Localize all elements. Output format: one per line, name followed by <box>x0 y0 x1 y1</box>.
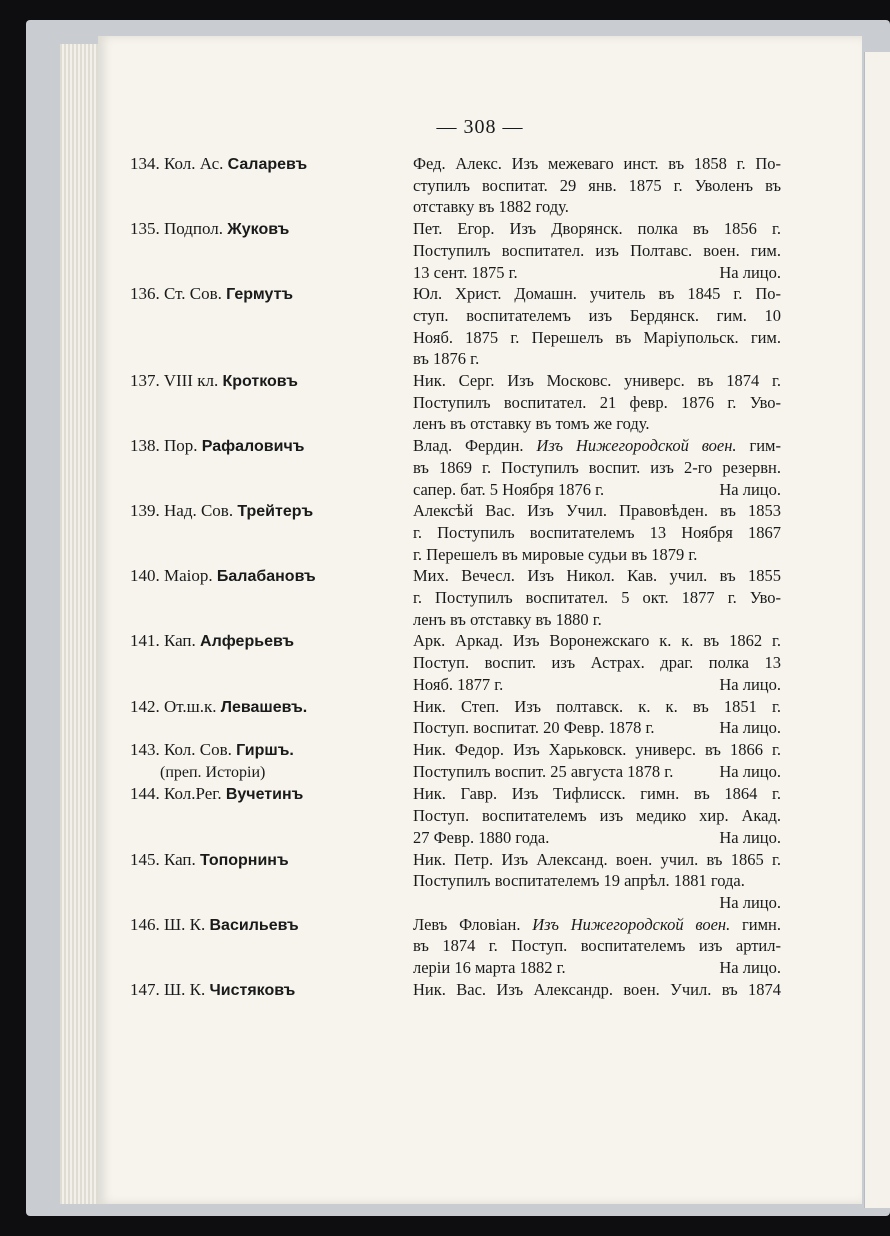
entry-subject: (преп. Исторіи) <box>160 763 266 781</box>
entry-rank: Ш. К. <box>164 979 206 999</box>
status-note: На лицо. <box>719 892 781 912</box>
entry-heading <box>130 218 413 241</box>
entry-heading <box>130 849 413 872</box>
status-note: На лицо. <box>719 958 781 978</box>
entry-number: 136. <box>130 284 160 304</box>
entry-text <box>413 849 781 914</box>
entry-line: Ник. Степ. Изъ полтавск. к. к. въ 1851 г. <box>413 696 781 716</box>
entry-line: Мих. Вечесл. Изъ Никол. Кав. учил. въ 1855 <box>413 566 781 586</box>
entry-left-column <box>130 979 413 1002</box>
entry-number: 143. <box>130 739 160 759</box>
entry-text <box>413 914 781 979</box>
entry-text <box>413 500 781 565</box>
entry-surname: Рафаловичъ <box>201 438 305 456</box>
entry-surname: Балабановъ <box>216 568 316 586</box>
entry-row <box>130 153 781 218</box>
entry-left-column <box>130 739 413 783</box>
entry-line: ступилъ воспитат. 29 янв. 1875 г. Уволенъ въ <box>413 175 781 195</box>
entry-line: ленъ въ отставку въ 1880 г. <box>413 609 602 629</box>
entry-line: отставку въ 1882 году. <box>413 197 569 217</box>
entry-line: Влад. Фердин. Изъ Нижегородской воен. гим- <box>413 436 781 456</box>
entry-text <box>413 435 781 500</box>
entry-text <box>413 565 781 630</box>
entry-number: 137. <box>130 371 160 391</box>
entry-line: Арк. Аркад. Изъ Воронежскаго к. к. въ 1862 г. <box>413 631 781 651</box>
entry-text <box>413 630 781 695</box>
entry-rank: Кол. Сов. <box>164 739 232 759</box>
entry-text <box>413 153 781 218</box>
entry-line: Юл. Христ. Домашн. учитель въ 1845 г. По- <box>413 284 781 304</box>
entry-heading <box>130 739 413 762</box>
status-note: На лицо. <box>719 479 781 499</box>
entry-left-column <box>130 783 413 848</box>
entry-line <box>413 957 781 979</box>
entry-left-column <box>130 153 413 218</box>
entry-number: 145. <box>130 849 160 869</box>
entry-rank: Ст. Сов. <box>164 284 222 304</box>
entry-line: Поступилъ воспитател. 21 февр. 1876 г. Уво- <box>413 392 781 412</box>
entry-text <box>413 283 781 370</box>
entry-text <box>413 696 781 739</box>
entry-left-column <box>130 370 413 435</box>
entry-left-column <box>130 696 413 739</box>
entry-row <box>130 783 781 848</box>
entry-line <box>413 717 781 739</box>
page-number: — 308 — <box>436 116 524 138</box>
entry-surname: Вучетинъ <box>225 786 304 804</box>
entry-left-column <box>130 849 413 914</box>
entry-surname: Алферьевъ <box>200 633 295 651</box>
entry-rank: Ш. К. <box>164 914 206 934</box>
entry-line-text: Поступ. воспитат. 20 Февр. 1878 г. <box>413 718 655 738</box>
entry-number: 141. <box>130 631 160 651</box>
entry-line-text: 27 Февр. 1880 года. <box>413 827 550 847</box>
status-note: На лицо. <box>719 674 781 694</box>
entry-row <box>130 283 781 370</box>
entry-left-column <box>130 630 413 695</box>
entry-row <box>130 500 781 565</box>
entry-line: Алексѣй Вас. Изъ Учил. Правовѣден. въ 1853 <box>413 501 781 521</box>
entry-heading <box>130 696 413 719</box>
entry-heading <box>130 435 413 458</box>
status-note: На лицо. <box>719 262 781 282</box>
entry-line: Поступ. воспитателемъ изъ медико хир. Акад. <box>413 806 781 826</box>
entry-line: Ник. Серг. Изъ Московс. универс. въ 1874 г. <box>413 371 781 391</box>
entry-text <box>413 370 781 435</box>
entry-rank: VIII кл. <box>163 371 219 391</box>
entry-row <box>130 979 781 1002</box>
entry-line-text: 13 сент. 1875 г. <box>413 262 518 282</box>
entry-number: 139. <box>130 501 160 521</box>
entry-line: ступ. воспитателемъ изъ Бердянск. гим. 10 <box>413 305 781 325</box>
entry-line-text: сапер. бат. 5 Ноября 1876 г. <box>413 479 605 499</box>
entry-heading <box>130 153 413 176</box>
entry-left-column <box>130 500 413 565</box>
entry-left-column <box>130 565 413 630</box>
entry-row <box>130 696 781 739</box>
entry-list <box>130 153 781 1001</box>
entry-line: Поступилъ воспитател. изъ Полтавс. воен. гим. <box>413 240 781 260</box>
entry-row <box>130 435 781 500</box>
entry-rank: Кол. Ас. <box>164 154 224 173</box>
entry-row <box>130 218 781 283</box>
entry-rank: От.ш.к. <box>164 696 217 716</box>
entry-heading <box>130 500 413 523</box>
entry-number: 144. <box>130 784 160 804</box>
entry-row <box>130 565 781 630</box>
entry-number: 146. <box>130 914 160 934</box>
status-note: На лицо. <box>719 827 781 847</box>
entry-line-text: леріи 16 марта 1882 г. <box>413 958 566 978</box>
entry-number: 140. <box>130 566 160 586</box>
entry-row <box>130 739 781 783</box>
status-note: На лицо. <box>719 718 781 738</box>
entry-text <box>413 979 781 1002</box>
entry-surname: Гермутъ <box>226 286 294 304</box>
entry-line: Ник. Гавр. Изъ Тифлисск. гимн. въ 1864 г. <box>413 784 781 804</box>
entry-left-column <box>130 914 413 979</box>
entry-row <box>130 370 781 435</box>
entry-line: въ 1869 г. Поступилъ воспит. изъ 2-го резервн. <box>413 457 781 477</box>
entry-text <box>413 739 781 783</box>
entry-rank: Подпол. <box>164 219 224 239</box>
entry-number: 147. <box>130 979 160 999</box>
entry-line: Поступ. воспит. изъ Астрах. драг. полка 13 <box>413 653 781 673</box>
entry-line: г. Перешелъ въ мировые судьи въ 1879 г. <box>413 544 698 564</box>
entry-line <box>413 262 781 284</box>
entry-line: Фед. Алекс. Изъ межеваго инст. въ 1858 г. По- <box>413 154 781 173</box>
entry-heading <box>130 565 413 588</box>
entry-line <box>413 827 781 849</box>
entry-rank: Кап. <box>164 631 196 651</box>
entry-line: Ник. Петр. Изъ Александ. воен. учил. въ 1865 г. <box>413 849 781 869</box>
entry-line: Ник. Вас. Изъ Александр. воен. Учил. въ 1874 <box>413 979 781 999</box>
entry-heading <box>130 979 413 1002</box>
entry-row <box>130 849 781 914</box>
entry-heading <box>130 914 413 937</box>
entry-line: Левъ Фловіан. Изъ Нижегородской воен. гимн. <box>413 914 781 934</box>
entry-surname: Саларевъ <box>227 156 308 173</box>
entry-line: Нояб. 1875 г. Перешелъ въ Маріупольск. гим. <box>413 327 781 347</box>
entry-line: Ник. Федор. Изъ Харьковск. универс. въ 1866 г. <box>413 739 781 759</box>
entry-row <box>130 914 781 979</box>
entry-left-column <box>130 435 413 500</box>
entry-line: г. Поступилъ воспитател. 5 окт. 1877 г. Уво- <box>413 588 781 608</box>
entry-surname: Левашевъ. <box>220 698 308 716</box>
entry-heading <box>130 630 413 653</box>
entry-rank: Маіор. <box>164 566 213 586</box>
entry-line: въ 1874 г. Поступ. воспитателемъ изъ артил- <box>413 936 781 956</box>
entry-line: ленъ въ отставку въ томъ же году. <box>413 414 650 434</box>
entry-text <box>413 218 781 283</box>
entry-surname: Чистяковъ <box>209 981 296 999</box>
entry-left-column <box>130 283 413 370</box>
status-note: На лицо. <box>719 761 781 781</box>
entry-line: г. Поступилъ воспитателемъ 13 Ноября 1867 <box>413 522 781 542</box>
entry-heading <box>130 783 413 806</box>
entry-heading <box>130 283 413 306</box>
entry-surname: Жуковъ <box>227 221 290 239</box>
entry-number: 135. <box>130 219 160 239</box>
facing-page-edge <box>864 52 890 1208</box>
entry-row <box>130 630 781 695</box>
entry-surname: Гиршъ. <box>236 741 294 759</box>
entry-line <box>413 761 781 783</box>
entry-rank: Пор. <box>164 436 198 456</box>
entry-line-text: Нояб. 1877 г. <box>413 674 504 694</box>
entry-number: 142. <box>130 696 160 716</box>
entry-line-text: Поступилъ воспит. 25 августа 1878 г. <box>413 761 674 781</box>
entry-rank: Кап. <box>164 849 196 869</box>
entry-surname: Васильевъ <box>209 916 299 934</box>
entry-left-column <box>130 218 413 283</box>
entry-rank: Кол.Рег. <box>164 784 222 804</box>
entry-number: 138. <box>130 436 160 456</box>
entry-line: въ 1876 г. <box>413 349 480 369</box>
entry-line: Пет. Егор. Изъ Дворянск. полка въ 1856 г. <box>413 219 781 239</box>
entry-surname: Топорнинъ <box>200 851 289 869</box>
entry-line <box>413 479 781 501</box>
entry-rank: Над. Сов. <box>164 501 234 521</box>
entry-heading <box>130 370 413 393</box>
entry-number: 134. <box>130 154 160 173</box>
entry-surname: Кротковъ <box>222 373 298 391</box>
entry-surname: Трейтеръ <box>237 503 314 521</box>
entry-line <box>413 674 781 696</box>
entry-text <box>413 783 781 848</box>
entry-line: Поступилъ воспитателемъ 19 апрѣл. 1881 года. <box>413 871 745 891</box>
